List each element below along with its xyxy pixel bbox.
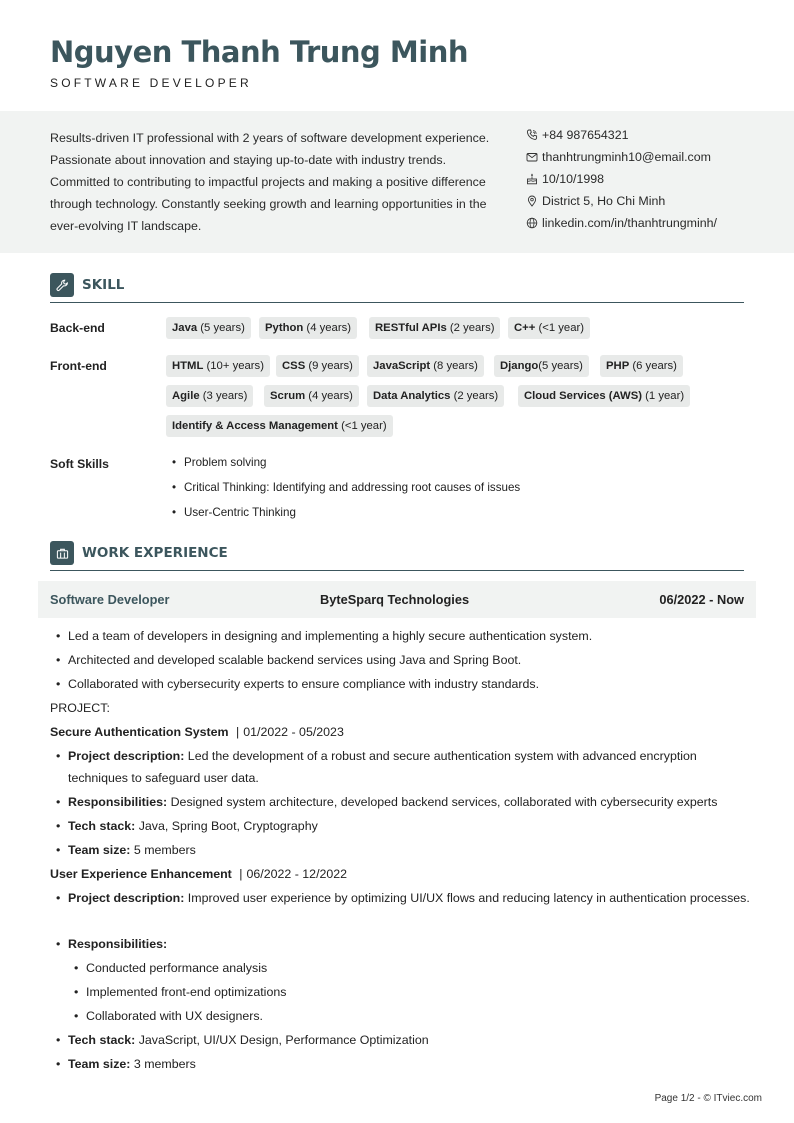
skill-chip: Django(5 years) <box>494 355 589 377</box>
list-item: • Critical Thinking: Identifying and addressing root causes of issues <box>172 479 520 504</box>
skill-chip: HTML (10+ years) <box>166 355 270 377</box>
list-item: • Collaborated with UX designers. <box>50 1005 750 1029</box>
contact-linkedin[interactable] <box>526 212 786 234</box>
skill-chip: Java (5 years) <box>166 317 251 339</box>
list-item: • User-Centric Thinking <box>172 504 520 529</box>
location-icon <box>526 195 538 207</box>
project-responsibilities: • Responsibilities: Designed system architecture, developed backend services, collaborated with cybersecurity experts <box>50 791 750 815</box>
work-section-header <box>50 541 744 571</box>
skill-section-title: SKILL <box>82 277 125 293</box>
skill-chip: Python (4 years) <box>259 317 357 339</box>
skill-chip: C++ (<1 year) <box>508 317 590 339</box>
list-item: • Problem solving <box>172 454 520 479</box>
briefcase-icon <box>50 541 74 565</box>
project-tech-stack: • Tech stack: Java, Spring Boot, Cryptography <box>50 815 750 839</box>
contact-email-text: thanhtrungminh10@email.com <box>542 150 711 164</box>
job-company: ByteSparq Technologies <box>320 592 470 607</box>
skill-chip: JavaScript (8 years) <box>367 355 484 377</box>
candidate-name: Nguyen Thanh Trung Minh <box>50 35 469 69</box>
list-item: • Conducted performance analysis <box>50 957 750 981</box>
profile-summary: Results-driven IT professional with 2 years of software development experience. Passionate about innovation and staying up-to-date with industry trends. Committed to contributing to impactful projects and making a positive difference through technology. Constantly seeking growth and learning opportunities in the ever-evolving IT landscape. <box>50 131 490 233</box>
skill-label-frontend: Front-end <box>50 359 107 373</box>
project-team-size: • Team size: 3 members <box>50 1053 750 1077</box>
contact-linkedin-text: linkedin.com/in/thanhtrungminh/ <box>542 216 717 230</box>
skill-chip: CSS (9 years) <box>276 355 359 377</box>
skill-row-frontend <box>50 356 750 440</box>
wrench-icon <box>50 273 74 297</box>
contact-address <box>526 190 786 212</box>
project-title: User Experience Enhancement | 06/2022 - 12/2022 <box>50 867 348 881</box>
job-title: Software Developer <box>50 592 170 607</box>
job-date: 06/2022 - Now <box>659 592 744 607</box>
list-item: • Implemented front-end optimizations <box>50 981 750 1005</box>
skill-chip: Identify & Access Management (<1 year) <box>166 415 393 437</box>
project-description: • Project description: Improved user experience by optimizing UI/UX flows and reducing latency in authentication processes. <box>50 887 750 933</box>
project-tech-stack: • Tech stack: JavaScript, UI/UX Design, Performance Optimization <box>50 1029 750 1053</box>
resume-header <box>50 30 468 90</box>
contact-email[interactable] <box>526 146 786 168</box>
skill-label-backend: Back-end <box>50 321 105 335</box>
email-icon <box>526 151 538 163</box>
project-heading: PROJECT: <box>50 701 110 715</box>
phone-icon <box>526 129 538 141</box>
contact-phone <box>526 124 786 146</box>
soft-skill-list <box>172 454 520 529</box>
skill-chip: RESTful APIs (2 years) <box>369 317 500 339</box>
contact-address-text: District 5, Ho Chi Minh <box>542 194 666 208</box>
project-title: Secure Authentication System | 01/2022 - 05/2023 <box>50 725 344 739</box>
list-item: • Collaborated with cybersecurity experts to ensure compliance with industry standards. <box>50 673 750 697</box>
skill-chip: PHP (6 years) <box>600 355 683 377</box>
job-header <box>38 581 756 618</box>
work-details <box>50 625 750 1077</box>
project-team-size: • Team size: 5 members <box>50 839 750 863</box>
contact-birthday <box>526 168 786 190</box>
list-item: • Led a team of developers in designing and implementing a highly secure authentication system. <box>50 625 750 649</box>
page-footer: Page 1/2 - © ITviec.com <box>654 1093 762 1104</box>
contact-birthday-text: 10/10/1998 <box>542 172 605 186</box>
project-responsibilities: • Responsibilities: <box>50 933 750 957</box>
skill-label-soft: Soft Skills <box>50 457 109 471</box>
list-item: • Architected and developed scalable backend services using Java and Spring Boot. <box>50 649 750 673</box>
contact-list <box>526 124 786 234</box>
skill-chip: Agile (3 years) <box>166 385 253 407</box>
cake-icon <box>526 173 538 185</box>
summary-band <box>0 111 794 253</box>
globe-icon <box>526 217 538 229</box>
skill-chip: Cloud Services (AWS) (1 year) <box>518 385 690 407</box>
candidate-role: SOFTWARE DEVELOPER <box>50 76 252 90</box>
skill-chip: Data Analytics (2 years) <box>367 385 504 407</box>
skill-section-header <box>50 273 744 303</box>
skill-row-soft <box>50 454 750 529</box>
skill-row-backend <box>50 318 750 342</box>
contact-phone-text: +84 987654321 <box>542 128 629 142</box>
work-section-title: WORK EXPERIENCE <box>82 545 228 561</box>
project-description: • Project description: Led the development of a robust and secure authentication system with advanced encryption techniques to safeguard user data. <box>50 745 750 791</box>
skill-chip: Scrum (4 years) <box>264 385 359 407</box>
